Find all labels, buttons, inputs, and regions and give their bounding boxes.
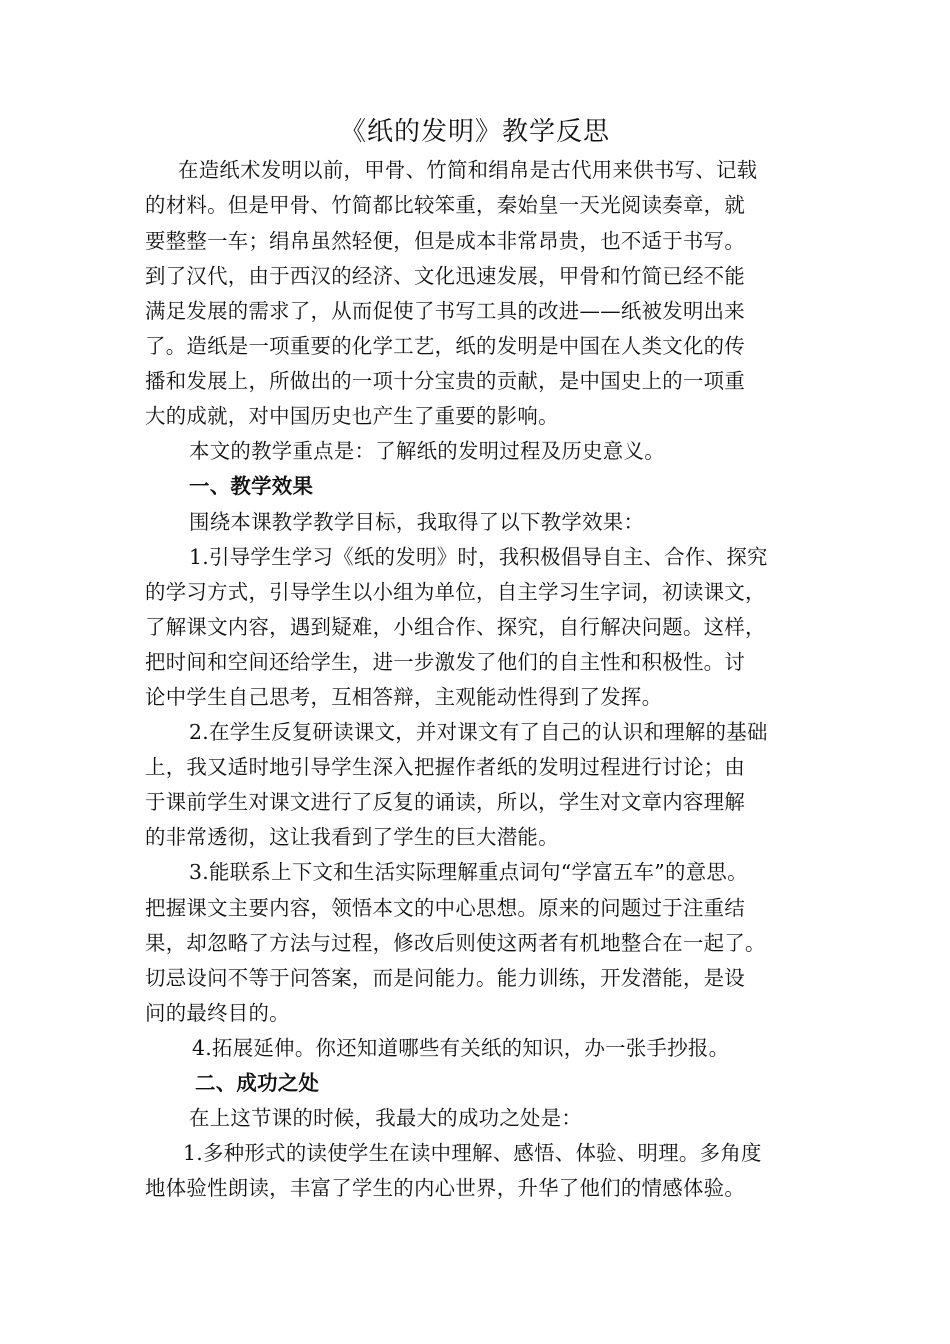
paragraph-line: 在上这节课的时候，我最大的成功之处是： — [189, 1106, 583, 1130]
paragraph-line: 本文的教学重点是：了解纸的发明过程及历史意义。 — [189, 439, 665, 463]
paragraph-line: 的非常透彻，这让我看到了学生的巨大潜能。 — [145, 825, 559, 849]
paragraph-line: 了。造纸是一项重要的化学工艺，纸的发明是中国在人类文化的传 — [145, 334, 746, 358]
paragraph-line: 围绕本课教学教学目标，我取得了以下教学效果： — [189, 510, 645, 534]
paragraph-line: 论中学生自己思考，互相答辩，主观能动性得到了发挥。 — [145, 685, 663, 709]
paragraph-line: 要整整一车；绢帛虽然轻便，但是成本非常昂贵，也不适于书写。 — [145, 229, 746, 253]
paragraph-line: 切忌设问不等于问答案，而是问能力。能力训练，开发潜能，是设 — [145, 966, 746, 990]
section-heading: 二、成功之处 — [195, 1071, 320, 1095]
document-title: 《纸的发明》教学反思 — [339, 117, 610, 147]
paragraph-line: 4.拓展延伸。你还知道哪些有关纸的知识，办一张手抄报。 — [192, 1036, 730, 1060]
paragraph-line: 1.引导学生学习《纸的发明》时，我积极倡导自主、合作、探究 — [189, 545, 768, 569]
paragraph-line: 到了汉代，由于西汉的经济、文化迅速发展，甲骨和竹简已经不能 — [145, 264, 746, 288]
paragraph-line: 3.能联系上下文和生活实际理解重点词句“学富五车”的意思。 — [189, 860, 748, 884]
paragraph-line: 大的成就，对中国历史也产生了重要的影响。 — [145, 404, 559, 428]
section-heading: 一、教学效果 — [189, 474, 314, 498]
paragraph-line: 在造纸术发明以前，甲骨、竹简和绢帛是古代用来供书写、记载 — [178, 158, 758, 182]
paragraph-line: 播和发展上，所做出的一项十分宝贵的贡献，是中国史上的一项重 — [145, 369, 746, 393]
paragraph-line: 地体验性朗读，丰富了学生的内心世界，升华了他们的情感体验。 — [145, 1176, 746, 1200]
paragraph-line: 的学习方式，引导学生以小组为单位，自主学习生字词，初读课文， — [145, 580, 766, 604]
paragraph-line: 了解课文内容，遇到疑难，小组合作、探究，自行解决问题。这样， — [145, 615, 766, 639]
paragraph-line: 把握课文主要内容，领悟本文的中心思想。原来的问题过于注重结 — [145, 896, 746, 920]
paragraph-line: 把时间和空间还给学生，进一步激发了他们的自主性和积极性。讨 — [145, 650, 746, 674]
paragraph-line: 问的最终目的。 — [145, 1001, 290, 1025]
paragraph-line: 上，我又适时地引导学生深入把握作者纸的发明过程进行讨论；由 — [145, 755, 746, 779]
paragraph-line: 果，却忽略了方法与过程，修改后则使这两者有机地整合在一起了。 — [145, 931, 766, 955]
paragraph-line: 于课前学生对课文进行了反复的诵读，所以，学生对文章内容理解 — [145, 790, 746, 814]
paragraph-line: 的材料。但是甲骨、竹简都比较笨重，秦始皇一天光阅读奏章，就 — [145, 193, 746, 217]
paragraph-line: 2.在学生反复研读课文，并对课文有了自己的认识和理解的基础 — [189, 720, 768, 744]
paragraph-line: 1.多种形式的读使学生在读中理解、感悟、体验、明理。多角度 — [183, 1141, 762, 1165]
paragraph-line: 满足发展的需求了，从而促使了书写工具的改进——纸被发明出来 — [145, 299, 746, 323]
